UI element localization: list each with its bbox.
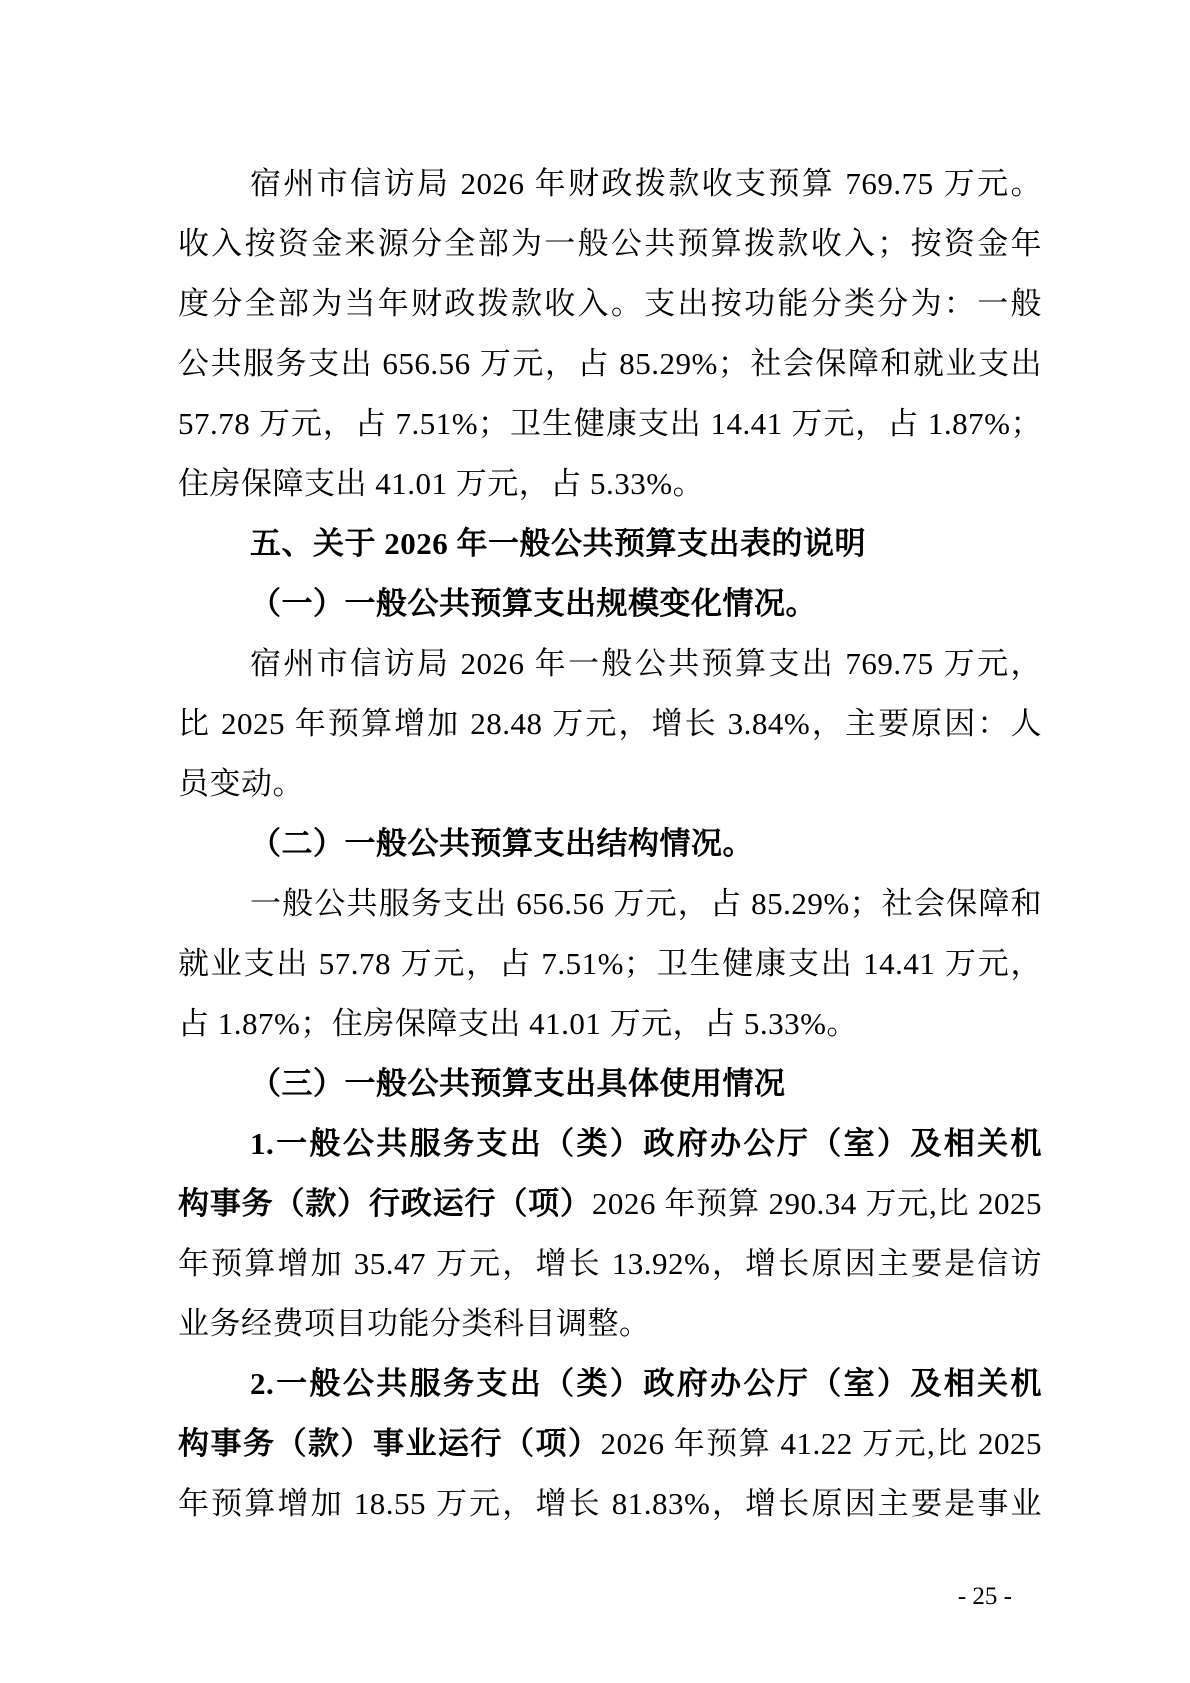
page-number: - 25 -: [957, 1583, 1012, 1610]
paragraph-line: [178, 1294, 1042, 1354]
text-run: 度分全部为当年财政拨款收入。支出按功能分类分为：一般: [178, 286, 1042, 321]
numbered-item-1-line: [178, 1114, 1042, 1174]
paragraph-line: [178, 874, 1042, 934]
heading-text: （二）一般公共预算支出结构情况。: [250, 826, 754, 861]
text-run: 宿州市信访局 2026 年一般公共预算支出 769.75 万元，: [250, 646, 1042, 681]
text-run: 年预算增加 18.55 万元，增长 81.83%，增长原因主要是事业: [178, 1486, 1042, 1521]
text-run: 占 1.87%；住房保障支出 41.01 万元，占 5.33%。: [178, 1006, 858, 1041]
text-run: 收入按资金来源分全部为一般公共预算拨款收入；按资金年: [178, 226, 1042, 261]
text-run: 宿州市信访局 2026 年财政拨款收支预算 769.75 万元。: [250, 166, 1042, 201]
paragraph-line: [178, 334, 1042, 394]
text-run: 2026 年预算 290.34 万元,比 2025: [591, 1186, 1042, 1221]
text-run: 1.一般公共服务支出（类）政府办公厅（室）及相关机: [250, 1126, 1042, 1161]
paragraph-line: [178, 1474, 1042, 1534]
text-run: 业务经费项目功能分类科目调整。: [178, 1306, 651, 1341]
paragraph-line: [178, 454, 1042, 514]
text-run: 构事务（款）事业运行（项）: [178, 1426, 601, 1461]
paragraph-line: [178, 634, 1042, 694]
text-run: 2026 年预算 41.22 万元,比 2025: [600, 1426, 1042, 1461]
text-run: 比 2025 年预算增加 28.48 万元，增长 3.84%，主要原因：人: [178, 706, 1042, 741]
heading-text: （一）一般公共预算支出规模变化情况。: [250, 586, 817, 621]
document-body: [178, 154, 1042, 1534]
subsection-heading-1: [178, 574, 1042, 634]
heading-text: 五、关于 2026 年一般公共预算支出表的说明: [250, 526, 866, 561]
paragraph-line: [178, 1234, 1042, 1294]
paragraph-line: [178, 994, 1042, 1054]
subsection-heading-2: [178, 814, 1042, 874]
text-run: 一般公共服务支出 656.56 万元，占 85.29%；社会保障和: [250, 886, 1042, 921]
heading-text: （三）一般公共预算支出具体使用情况: [250, 1066, 786, 1101]
text-run: 住房保障支出 41.01 万元，占 5.33%。: [178, 466, 705, 501]
text-run: 构事务（款）行政运行（项）: [178, 1186, 592, 1221]
section-heading-5: [178, 514, 1042, 574]
text-run: 员变动。: [178, 766, 304, 801]
subsection-heading-3: [178, 1054, 1042, 1114]
paragraph-line: [178, 934, 1042, 994]
text-run: 57.78 万元，占 7.51%；卫生健康支出 14.41 万元，占 1.87%；: [178, 406, 1042, 441]
paragraph-line: [178, 154, 1042, 214]
paragraph-line: [178, 394, 1042, 454]
text-run: 公共服务支出 656.56 万元，占 85.29%；社会保障和就业支出: [178, 346, 1042, 381]
paragraph-line: [178, 214, 1042, 274]
numbered-item-1-line: [178, 1174, 1042, 1234]
numbered-item-2-line: [178, 1354, 1042, 1414]
numbered-item-2-line: [178, 1414, 1042, 1474]
text-run: 2.一般公共服务支出（类）政府办公厅（室）及相关机: [250, 1366, 1042, 1401]
paragraph-line: [178, 274, 1042, 334]
paragraph-line: [178, 694, 1042, 754]
text-run: 年预算增加 35.47 万元，增长 13.92%，增长原因主要是信访: [178, 1246, 1042, 1281]
text-run: 就业支出 57.78 万元，占 7.51%；卫生健康支出 14.41 万元，: [178, 946, 1042, 981]
paragraph-line: [178, 754, 1042, 814]
